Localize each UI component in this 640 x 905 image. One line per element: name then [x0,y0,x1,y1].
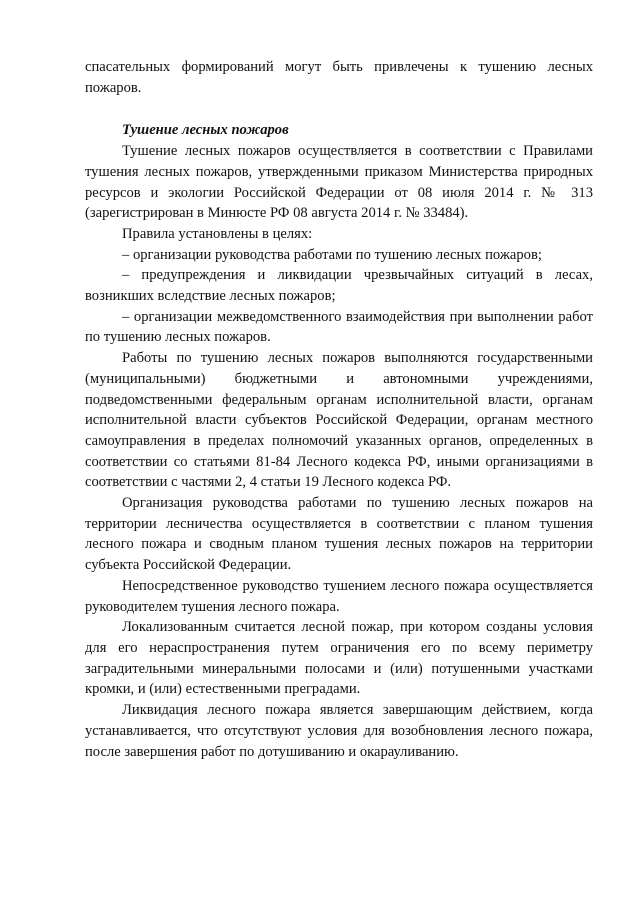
paragraph-works: Работы по тушению лесных пожаров выполняются государственными (муниципальными) бюджетными и автономными учреждениями, подведомственными федеральным органам исполнительной власти, органам исполнительной власти субъектов Российской Федерации, органам местного самоуправления в пределах полномочий указанных органов, определенных в соответствии со статьями 81-84 Лесного кодекса РФ, иными организациями в соответствии с частями 2, 4 статьи 19 Лесного кодекса РФ. [85,350,593,491]
list-item-goal-2: – предупреждения и ликвидации чрезвычайных ситуаций в лесах, возникших вследствие лесных пожаров; [85,267,593,305]
list-item-goal-3: – организации межведомственного взаимодействия при выполнении работ по тушению лесных пожаров. [85,308,593,346]
list-item-goal-1: – организации руководства работами по тушению лесных пожаров; [122,246,542,263]
paragraph-direct-management: Непосредственное руководство тушением лесного пожара осуществляется руководителем тушения лесного пожара. [85,577,593,615]
paragraph-organization: Организация руководства работами по тушению лесных пожаров на территории лесничества осуществляется в соответствии с планом тушения лесного пожара и сводным планом тушения лесных пожаров на территории субъекта Российской Федерации. [85,495,593,574]
intro-paragraph: спасательных формирований могут быть привлечены к тушению лесных пожаров. [85,59,593,96]
section-heading: Тушение лесных пожаров [122,122,289,139]
paragraph-liquidation: Ликвидация лесного пожара является завершающим действием, когда устанавливается, что отсутствуют условия для возобновления лесного пожара, после завершения работ по дотушиванию и окарауливанию. [85,702,593,760]
spacer [85,98,593,120]
paragraph-localized: Локализованным считается лесной пожар, при котором созданы условия для его нераспространения путем ограничения его по всему периметру заградительными минеральными полосами и (или) потушенными участками кромки, и (или) естественными преградами. [85,619,593,698]
paragraph-rules-intro: Тушение лесных пожаров осуществляется в соответствии с Правилами тушения лесных пожаров, утвержденными приказом Министерства природных ресурсов и экологии Российской Федерации от 08 июля 2014 г. № 313 (зарегистрирован в Минюсте РФ 08 августа 2014 г. № 33484). [85,143,593,222]
paragraph-goals: Правила установлены в целях: [122,225,313,242]
